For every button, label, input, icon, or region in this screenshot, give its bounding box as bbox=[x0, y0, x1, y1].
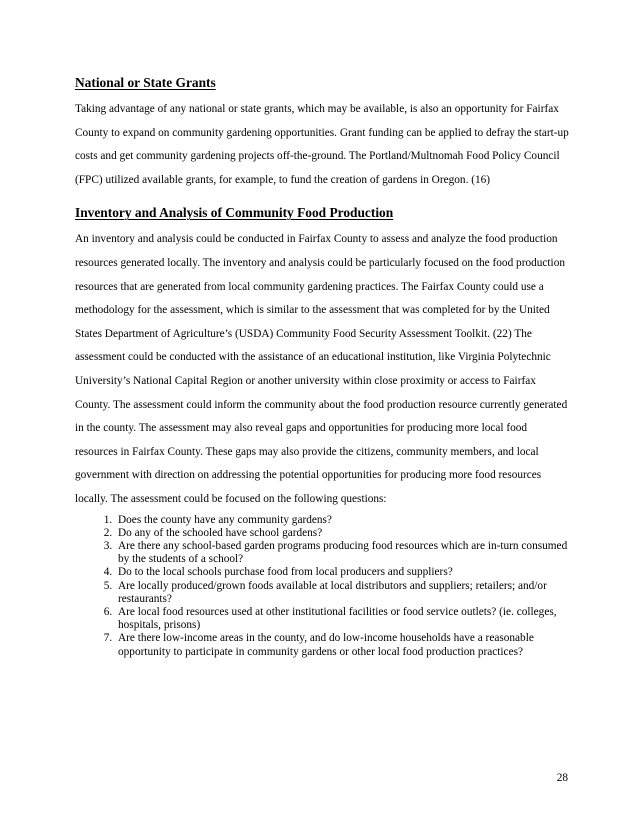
list-item: 6. Are local food resources used at other institutional facilities or food service outlets? (ie. colleges, hospitals, prisons) bbox=[115, 606, 570, 632]
list-item: 3. Are there any school-based garden programs producing food resources which are in-turn consumed by the students of a school? bbox=[115, 540, 570, 566]
page-number: 28 bbox=[556, 772, 568, 784]
questions-list bbox=[75, 514, 570, 659]
list-item: 1. Does the county have any community gardens? bbox=[115, 514, 570, 527]
page-content bbox=[75, 72, 570, 659]
list-item: 2. Do any of the schooled have school gardens? bbox=[115, 527, 570, 540]
paragraph-inventory: An inventory and analysis could be conducted in Fairfax County to assess and analyze the food production resources generated locally. The inventory and analysis could be particularly focused on the food production resources that are generated from local community gardening practices. The Fairfax County could use a methodology for the assessment, which is similar to the assessment that was completed for by the United States Department of Agriculture’s (USDA) Community Food Security Assessment Toolkit. (22) The assessment could be conducted with the assistance of an educational institution, like Virginia Polytechnic University’s National Capital Region or another university within close proximity or access to Fairfax County. The assessment could inform the community about the food production resource currently generated in the county. The assessment may also reveal gaps and opportunities for producing more local food resources in Fairfax County. These gaps may also provide the citizens, community members, and local government with direction on addressing the potential opportunities for producing more food resources locally. The assessment could be focused on the following questions: bbox=[75, 233, 568, 505]
section-heading-inventory: Inventory and Analysis of Community Food Production bbox=[75, 205, 394, 221]
list-item: 5. Are locally produced/grown foods available at local distributors and suppliers; retailers; and/or restaurants? bbox=[115, 580, 570, 606]
section-heading-grants: National or State Grants bbox=[75, 75, 216, 90]
paragraph-grants: Taking advantage of any national or state grants, which may be available, is also an opportunity for Fairfax County to expand on community gardening opportunities. Grant funding can be applied to defray the start-up costs and get community gardening projects off-the-ground. The Portland/Multnomah Food Policy Council (FPC) utilized available grants, for example, to fund the creation of gardens in Oregon. (16) bbox=[75, 103, 569, 186]
list-item: 4. Do to the local schools purchase food from local producers and suppliers? bbox=[115, 566, 570, 579]
list-item: 7. Are there low-income areas in the county, and do low-income households have a reasonable opportunity to participate in community gardens or other local food production practices? bbox=[115, 632, 570, 658]
